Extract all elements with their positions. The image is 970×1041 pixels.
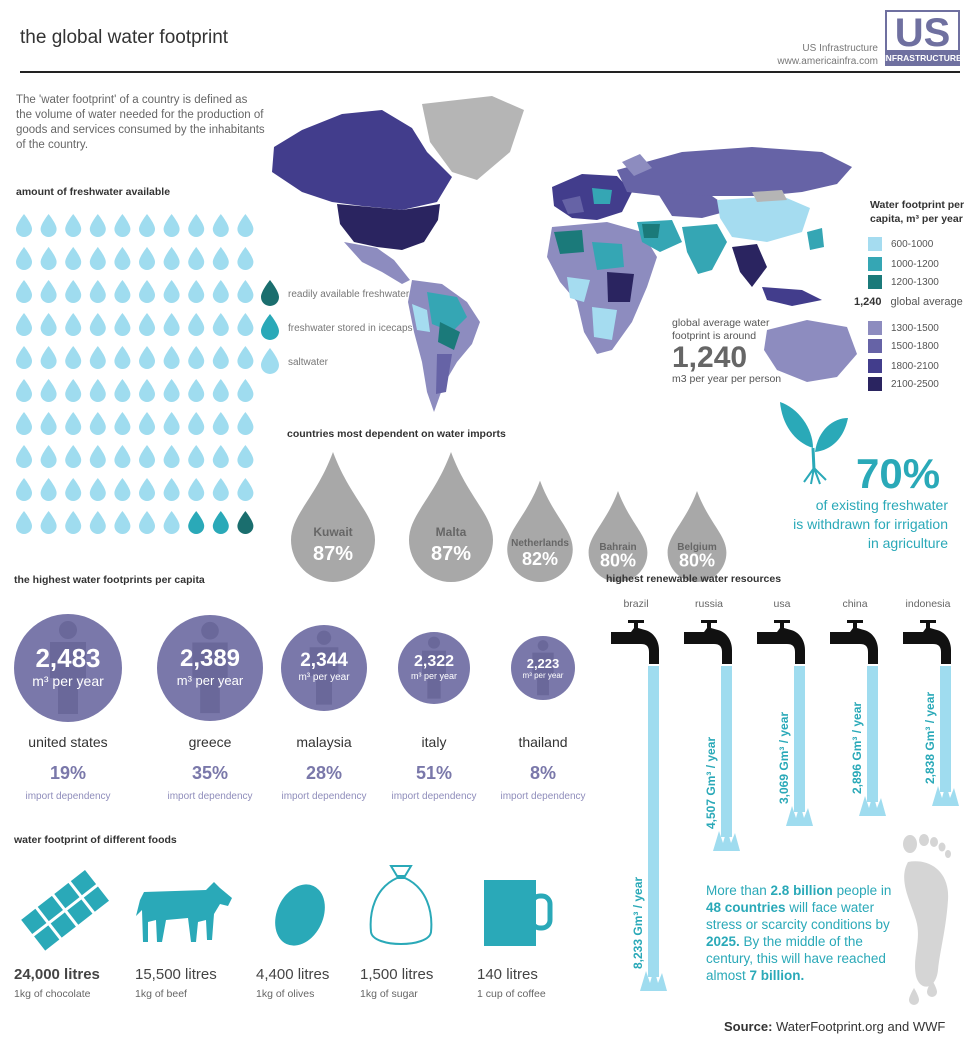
map-legend-label: 600-1000 (891, 238, 934, 250)
water-drop-icon (237, 478, 253, 501)
map-usa (337, 204, 440, 250)
water-drop-icon (90, 412, 106, 435)
water-drop-icon (213, 445, 229, 468)
map-legend-item (868, 256, 939, 272)
percapita-country: malaysia (296, 734, 352, 750)
water-drop-icon (114, 379, 130, 402)
water-drop-icon (139, 313, 155, 336)
footprint-icon (898, 830, 958, 1010)
food-description: 1kg of beef (135, 988, 187, 1000)
water-drop-icon (114, 412, 130, 435)
water-drop-icon (16, 478, 32, 501)
brand-url[interactable]: www.americainfra.com (777, 56, 878, 67)
water-drop-icon (114, 247, 130, 270)
brand-text (777, 42, 878, 68)
water-drop-icon (114, 214, 130, 237)
water-drop-icon (188, 247, 204, 270)
page-title: the global water footprint (20, 27, 229, 48)
water-drop-icon (164, 478, 180, 501)
map-europe (552, 174, 632, 220)
percapita-import-pct: 28% (305, 763, 343, 783)
tap-value: 4,507 Gm³ / year (704, 736, 718, 829)
percapita-import-pct: 35% (191, 763, 229, 783)
percapita-import-label: import dependency (500, 791, 586, 802)
map-legend-average (854, 294, 963, 310)
percapita-value: 2,322 (413, 652, 455, 670)
water-drop-icon (65, 214, 81, 237)
irrigation-value: 70% (856, 450, 941, 497)
irrigation-line1: of existing freshwater (815, 497, 948, 513)
water-stream (648, 666, 659, 977)
imports-drops (285, 445, 745, 585)
water-drop-icon (114, 445, 130, 468)
water-drop-icon (16, 445, 32, 468)
legend-saltwater: saltwater (288, 357, 329, 368)
import-country: Kuwait (313, 525, 353, 539)
map-legend-swatch (868, 377, 882, 391)
water-drop-icon (16, 313, 32, 336)
food-description: 1 cup of coffee (477, 988, 546, 1000)
map-legend-average-label: global average (890, 296, 963, 308)
map-legend-swatch (868, 275, 882, 289)
percapita-import-label: import dependency (25, 791, 111, 802)
intro-text: The 'water footprint' of a country is defined as the volume of water needed for the production of goods and services consumed by the inhabitants of the country. (16, 94, 265, 151)
percapita-country: greece (188, 734, 232, 750)
renewable-heading: highest renewable water resources (606, 573, 782, 585)
water-drop-icon (213, 478, 229, 501)
water-drop-icon (213, 214, 229, 237)
tap-value: 3,069 Gm³ / year (777, 711, 791, 804)
map-legend-item (868, 274, 939, 290)
water-drop-icon (65, 445, 81, 468)
food-description: 1kg of sugar (360, 988, 418, 1000)
water-drop-icon (16, 346, 32, 369)
water-drop-icon (41, 412, 57, 435)
food-item (360, 966, 433, 1000)
tap-country: usa (773, 598, 791, 610)
map-legend-label: 1800-2100 (891, 360, 939, 372)
percapita-unit: m³ per year (32, 673, 104, 690)
freshwater-drops-grid (10, 205, 260, 540)
percapita-import-label: import dependency (281, 791, 367, 802)
water-drop-icon (213, 412, 229, 435)
map-southeast-asia (732, 244, 767, 287)
map-note-line1: global average water (672, 317, 770, 329)
percapita-import-pct: 51% (415, 763, 453, 783)
map-legend-swatch (868, 339, 882, 353)
water-drop-icon (237, 379, 253, 402)
water-drop-icon (237, 313, 253, 336)
water-drop-icon (41, 313, 57, 336)
water-drop-icon (90, 346, 106, 369)
map-india (682, 224, 727, 274)
food-description: 1kg of olives (256, 988, 315, 1000)
water-drop-icon (139, 478, 155, 501)
water-stream (940, 666, 951, 792)
map-legend-swatch (868, 257, 882, 271)
import-drop-0 (291, 452, 375, 582)
water-drop-icon (16, 214, 32, 237)
percapita-value: 2,483 (35, 643, 101, 674)
water-drop-icon (164, 412, 180, 435)
water-drop-icon (16, 511, 32, 534)
percapita-country: thailand (518, 734, 568, 750)
percapita-unit: m³ per year (298, 671, 350, 683)
source-credit (724, 1019, 945, 1034)
cup-icon (480, 876, 556, 952)
water-drop-icon (16, 247, 32, 270)
water-splash (640, 969, 667, 991)
food-amount: 24,000 litres (14, 966, 100, 983)
water-drop-icon (164, 280, 180, 303)
map-legend-title-1: Water footprint per (870, 199, 965, 211)
map-legend-item (868, 236, 933, 252)
water-drop-icon (90, 313, 106, 336)
map-legend-item (868, 376, 939, 392)
water-drop-icon (237, 346, 253, 369)
map-note (672, 317, 782, 386)
water-drop-icon (188, 280, 204, 303)
water-drop-icon (65, 346, 81, 369)
import-percent: 87% (430, 543, 472, 565)
water-drop-icon (139, 379, 155, 402)
source-text: WaterFootprint.org and WWF (772, 1019, 946, 1034)
water-drop-icon (139, 511, 155, 534)
water-drop-icon (237, 445, 253, 468)
irrigation-line2: is withdrawn for irrigation (793, 516, 948, 532)
food-item (135, 966, 217, 1000)
tap-country: russia (694, 598, 723, 610)
brand-name: US Infrastructure (802, 43, 878, 54)
food-amount: 140 litres (477, 966, 538, 983)
water-stream (721, 666, 732, 837)
water-drop-icon (90, 247, 106, 270)
water-drop-icon (213, 346, 229, 369)
percapita-unit: m³ per year (522, 670, 564, 680)
water-stream (794, 666, 805, 812)
import-drop-4 (668, 491, 727, 582)
water-drop-icon (139, 346, 155, 369)
water-drop-icon (213, 511, 229, 534)
import-percent: 80% (678, 550, 716, 571)
map-legend-label: 1000-1200 (891, 258, 939, 270)
water-drop-icon (164, 445, 180, 468)
percapita-value: 2,389 (179, 645, 241, 673)
water-splash (859, 794, 886, 816)
imports-heading: countries most dependent on water imports (287, 428, 506, 440)
map-legend-item (868, 338, 939, 354)
brand-logo (885, 10, 960, 66)
import-percent: 80% (599, 550, 637, 571)
food-amount: 1,500 litres (360, 966, 434, 983)
water-drop-icon (164, 379, 180, 402)
import-country: Bahrain (599, 541, 637, 553)
import-drop-1 (409, 452, 493, 582)
water-drop-icon (90, 511, 106, 534)
header-divider (20, 71, 960, 73)
water-drop-icon (65, 280, 81, 303)
olive-icon (272, 880, 328, 950)
water-drop-icon (114, 511, 130, 534)
tap-value: 2,838 Gm³ / year (923, 691, 937, 784)
water-drop-icon (139, 445, 155, 468)
water-drop-icon (188, 445, 204, 468)
map-note-line2: footprint is around (672, 330, 757, 342)
sugar-bag-icon (365, 862, 437, 952)
water-drop-icon (188, 379, 204, 402)
water-drop-icon (65, 379, 81, 402)
map-legend-item (868, 320, 939, 336)
logo-subtext: INFRASTRUCTURE (885, 53, 960, 63)
water-drop-icon (90, 445, 106, 468)
map-legend-item (868, 358, 939, 374)
tap-country: brazil (623, 598, 649, 610)
water-drop-icon (90, 280, 106, 303)
water-drop-icon (139, 280, 155, 303)
foods-labels (0, 966, 600, 1006)
import-country: Belgium (677, 541, 717, 553)
water-drop-icon (164, 346, 180, 369)
map-legend-title-2: capita, m³ per year (870, 213, 963, 225)
freshwater-heading: amount of freshwater available (16, 186, 171, 198)
water-drop-icon (213, 379, 229, 402)
water-drop-icon (139, 247, 155, 270)
percapita-unit: m³ per year (410, 671, 457, 682)
water-drop-icon (41, 280, 57, 303)
water-drop-icon (237, 412, 253, 435)
food-amount: 15,500 litres (135, 966, 217, 983)
water-drop-icon (90, 379, 106, 402)
percapita-import-label: import dependency (391, 791, 477, 802)
water-drop-icon (139, 214, 155, 237)
water-drop-icon (114, 313, 130, 336)
map-legend-label: 1500-1800 (891, 340, 939, 352)
water-stream (867, 666, 878, 802)
tap-icon (601, 592, 671, 1012)
water-drop-icon (41, 214, 57, 237)
water-drop-icon (41, 445, 57, 468)
percapita-import-label: import dependency (167, 791, 253, 802)
future-text: More than 2.8 billion people in 48 countries will face water stress or scarcity conditions by 2025. By the middle of the century, this will have reached almost 7 billion. (706, 883, 892, 983)
water-drop-icon (65, 247, 81, 270)
map-note-value: 1,240 (672, 341, 748, 374)
percapita-section (0, 600, 600, 810)
irrigation-text (793, 496, 948, 553)
food-item (477, 966, 546, 1000)
food-amount: 4,400 litres (256, 966, 330, 983)
percapita-import-pct: 19% (49, 763, 87, 783)
map-canada (272, 110, 452, 210)
water-drop-icon (41, 511, 57, 534)
water-drop-icon (237, 214, 253, 237)
foods-heading: water footprint of different foods (14, 834, 177, 846)
food-item (14, 966, 100, 1000)
water-drop-icon (41, 247, 57, 270)
water-drop-icon (114, 346, 130, 369)
water-drop-icon (188, 313, 204, 336)
legend-readily-available: readily available freshwater (288, 289, 410, 300)
map-note-unit: m3 per year per person (672, 373, 782, 385)
import-percent: 87% (312, 543, 354, 565)
irrigation-line3: in agriculture (867, 535, 948, 551)
water-drop-icon (188, 478, 204, 501)
percapita-value: 2,223 (526, 655, 560, 671)
map-legend-swatch (868, 321, 882, 335)
water-drop-icon (16, 379, 32, 402)
water-drop-icon (16, 280, 32, 303)
water-drop-icon (237, 247, 253, 270)
cow-icon (136, 880, 236, 952)
water-drop-icon (90, 478, 106, 501)
water-drop-icon (164, 313, 180, 336)
water-drop-icon (164, 511, 180, 534)
percapita-unit: m³ per year (176, 672, 244, 688)
food-item (256, 966, 329, 1000)
water-drop-icon (114, 478, 130, 501)
water-drop-icon (237, 511, 253, 534)
percapita-heading: the highest water footprints per capita (14, 574, 205, 586)
water-drop-icon (65, 412, 81, 435)
import-country: Malta (435, 525, 467, 539)
water-drop-icon (114, 280, 130, 303)
import-drop-3 (589, 491, 648, 582)
water-splash (713, 829, 740, 851)
logo-text: US (894, 11, 951, 55)
water-drop-icon (41, 379, 57, 402)
plant-icon (778, 398, 848, 488)
water-drop-icon (188, 346, 204, 369)
map-legend-label: 1200-1300 (891, 276, 939, 288)
water-drop-icon (41, 346, 57, 369)
map-legend-title (870, 198, 970, 226)
tap-value: 8,233 Gm³ / year (631, 876, 645, 969)
map-legend-label: 1300-1500 (891, 322, 939, 334)
water-drop-icon (90, 214, 106, 237)
water-drop-icon (41, 478, 57, 501)
tap-country: china (842, 598, 868, 610)
water-drop-icon (16, 412, 32, 435)
map-russia (617, 147, 852, 196)
percapita-import-pct: 8% (529, 763, 556, 783)
water-drop-icon (188, 214, 204, 237)
water-drop-icon (139, 412, 155, 435)
water-drop-icon (213, 247, 229, 270)
import-percent: 82% (521, 548, 559, 569)
map-legend-swatch (868, 359, 882, 373)
water-drop-icon (164, 247, 180, 270)
water-drop-icon (65, 511, 81, 534)
water-drop-icon (188, 511, 204, 534)
chocolate-icon (15, 866, 115, 956)
source-label: Source: (724, 1019, 773, 1034)
map-legend-label: 2100-2500 (891, 378, 939, 390)
water-drop-icon (164, 214, 180, 237)
import-country: Netherlands (511, 538, 569, 550)
water-drop-icon (65, 478, 81, 501)
water-drop-icon (213, 280, 229, 303)
water-drop-icon (188, 412, 204, 435)
percapita-country: united states (28, 734, 108, 750)
tap-country: indonesia (905, 598, 951, 610)
legend-icecaps: freshwater stored in icecaps (288, 323, 413, 334)
water-drop-icon (65, 313, 81, 336)
water-splash (932, 784, 959, 806)
map-legend-average-value: 1,240 (854, 296, 882, 308)
import-drop-2 (507, 481, 573, 582)
water-splash (786, 804, 813, 826)
tap-value: 2,896 Gm³ / year (850, 701, 864, 794)
water-drop-icon (213, 313, 229, 336)
map-legend-swatch (868, 237, 882, 251)
water-drop-icon (237, 280, 253, 303)
map-china (717, 196, 810, 242)
food-description: 1kg of chocolate (14, 988, 91, 1000)
percapita-value: 2,344 (300, 649, 348, 671)
percapita-country: italy (421, 734, 447, 750)
